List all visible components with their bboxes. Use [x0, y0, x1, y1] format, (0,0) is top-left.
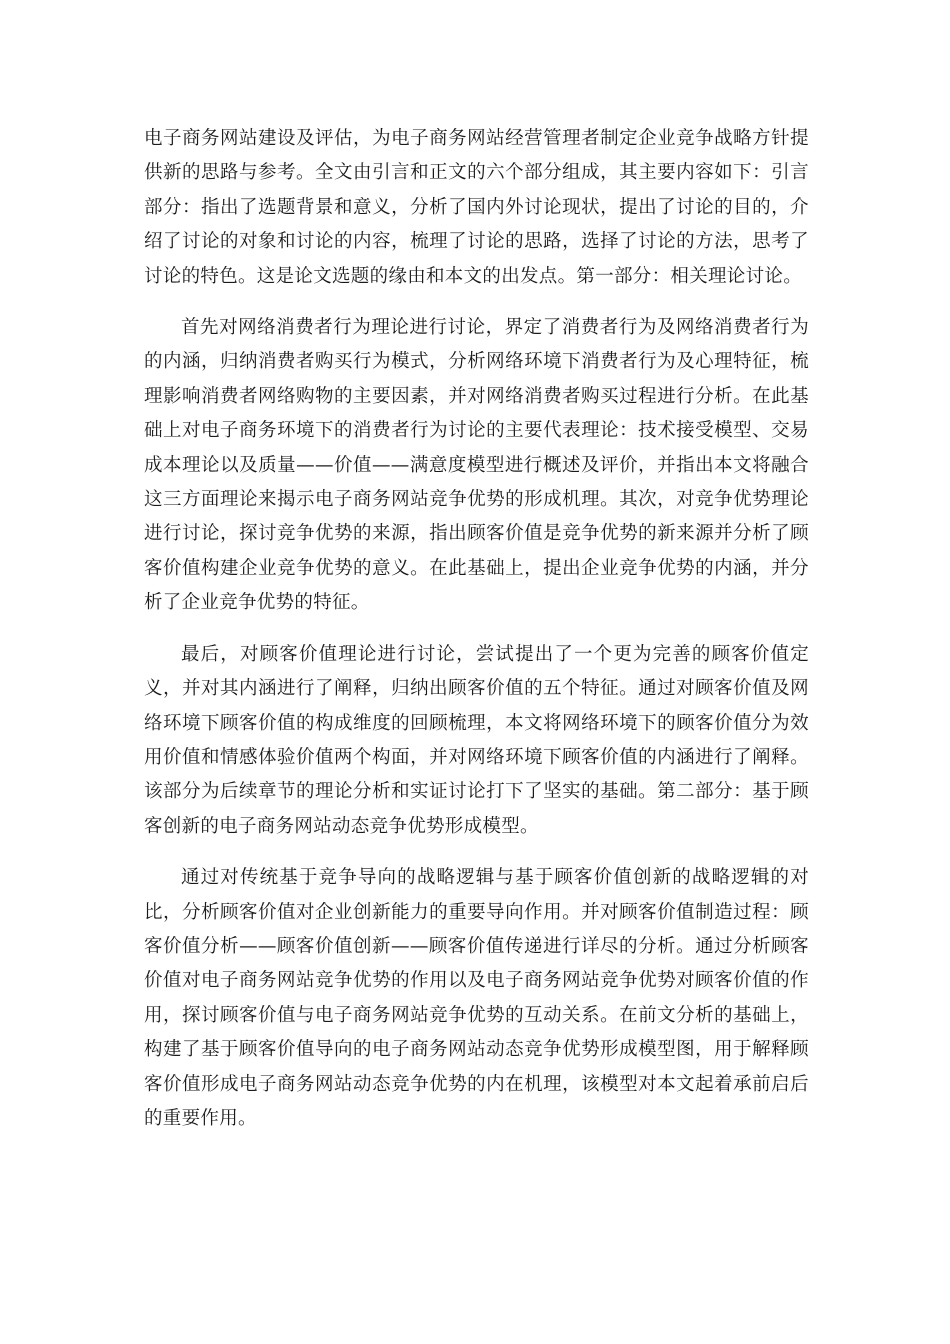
paragraph-2: 首先对网络消费者行为理论进行讨论，界定了消费者行为及网络消费者行为的内涵，归纳消费者购买行为模式，分析网络环境下消费者行为及心理特征，梳理影响消费者网络购物的主要因素，并对网络消费者购买过程进行分析。在此基础上对电子商务环境下的消费者行为讨论的主要代表理论：技术接受模型、交易成本理论以及质量——价值——满意度模型进行概述及评价，并指出本文将融合这三方面理论来揭示电子商务网站竞争优势的形成机理。其次，对竞争优势理论进行讨论，探讨竞争优势的来源，指出顾客价值是竞争优势的新来源并分析了顾客价值构建企业竞争优势的意义。在此基础上，提出企业竞争优势的内涵，并分析了企业竞争优势的特征。	[144, 317, 809, 614]
paragraph-1: 电子商务网站建设及评估，为电子商务网站经营管理者制定企业竞争战略方针提供新的思路与参考。全文由引言和正文的六个部分组成，其主要内容如下：引言部分：指出了选题背景和意义，分析了国内外讨论现状，提出了讨论的目的，介绍了讨论的对象和讨论的内容，梳理了讨论的思路，选择了讨论的方法，思考了讨论的特色。这是论文选题的缘由和本文的出发点。第一部分：相关理论讨论。	[144, 128, 809, 287]
paragraph-3: 最后，对顾客价值理论进行讨论，尝试提出了一个更为完善的顾客价值定义，并对其内涵进行了阐释，归纳出顾客价值的五个特征。通过对顾客价值及网络环境下顾客价值的构成维度的回顾梳理，本文将网络环境下的顾客价值分为效用价值和情感体验价值两个构面，并对网络环境下顾客价值的内涵进行了阐释。该部分为后续章节的理论分析和实证讨论打下了坚实的基础。第二部分：基于顾客创新的电子商务网站动态竞争优势形成模型。	[144, 643, 809, 837]
paragraph-4: 通过对传统基于竞争导向的战略逻辑与基于顾客价值创新的战略逻辑的对比，分析顾客价值对企业创新能力的重要导向作用。并对顾客价值制造过程：顾客价值分析——顾客价值创新——顾客价值传递进行详尽的分析。通过分析顾客价值对电子商务网站竞争优势的作用以及电子商务网站竞争优势对顾客价值的作用，探讨顾客价值与电子商务网站竞争优势的互动关系。在前文分析的基础上，构建了基于顾客价值导向的电子商务网站动态竞争优势形成模型图，用于解释顾客价值形成电子商务网站动态竞争优势的内在机理，该模型对本文起着承前启后的重要作用。	[144, 867, 809, 1129]
document-body	[144, 122, 809, 1136]
